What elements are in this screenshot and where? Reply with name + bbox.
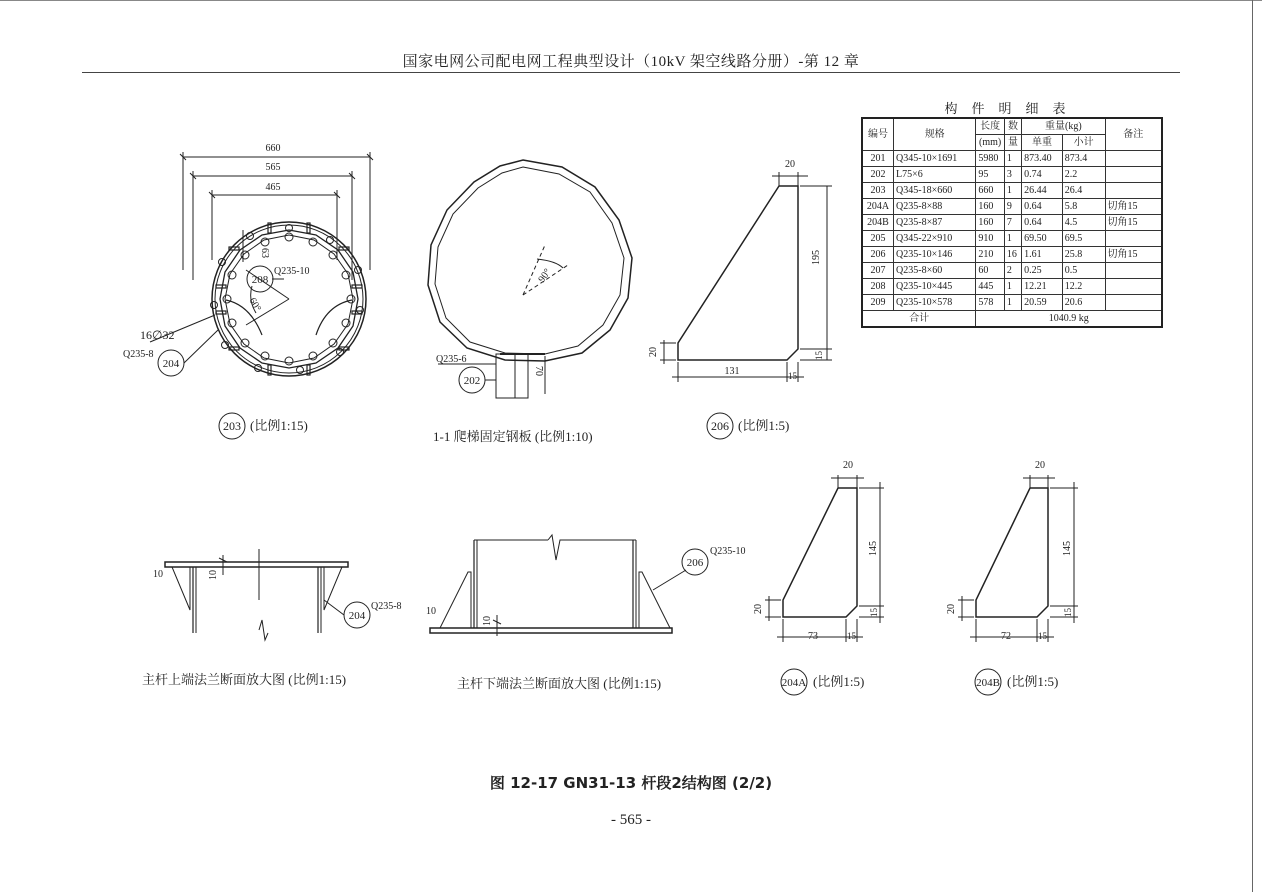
table-cell: Q235-10×578	[894, 295, 976, 311]
table-cell: 切角15	[1105, 215, 1162, 231]
table-cell	[1105, 263, 1162, 279]
page-header: 国家电网公司配电网工程典型设计（10kV 架空线路分册）-第 12 章	[402, 54, 860, 70]
table-cell: 210	[976, 247, 1004, 263]
table-cell: 208	[862, 279, 894, 295]
table-row	[862, 183, 1162, 199]
dim-660: 660	[265, 143, 281, 154]
dim-bottom-flange-10b: 10	[482, 616, 493, 626]
table-cell: 20.6	[1062, 295, 1105, 311]
caption-part-206: 206	[711, 419, 729, 433]
caption-part-204A: 204A	[781, 677, 807, 689]
table-cell: 95	[976, 167, 1004, 183]
table-row	[862, 199, 1162, 215]
figure-caption: 图 12-17 GN31-13 杆段2结构图 (2/2)	[489, 774, 773, 792]
dim-204A-top: 20	[843, 460, 853, 471]
table-total-row	[862, 311, 1162, 328]
table-cell	[1105, 295, 1162, 311]
dim-204B-height: 145	[1062, 541, 1073, 556]
table-row	[862, 279, 1162, 295]
table-cell: 9	[1004, 199, 1021, 215]
col-no: 编号	[862, 118, 894, 151]
table-cell: 5980	[976, 151, 1004, 167]
table-cell: 69.5	[1062, 231, 1105, 247]
caption-ladder-plate: 1-1 爬梯固定钢板 (比例1:10)	[433, 429, 593, 444]
dim-204B-chamfer-x: 15	[1038, 631, 1047, 641]
dim-204A-left: 20	[753, 604, 764, 614]
bottom-flange-part-label: 206	[686, 557, 704, 569]
table-row	[862, 215, 1162, 231]
col-qty2: 量	[1004, 135, 1021, 151]
part-208-label: 208	[251, 274, 269, 286]
table-cell: 1	[1004, 231, 1021, 247]
plate-206-outline	[678, 186, 798, 360]
dim-206-height: 195	[811, 250, 822, 265]
table-cell: 1	[1004, 279, 1021, 295]
col-sub-weight: 小计	[1062, 135, 1105, 151]
dim-90deg: 90°	[536, 266, 554, 285]
table-cell	[1105, 183, 1162, 199]
mat-202-label: Q235-6	[436, 354, 467, 365]
caption-top-flange: 主杆上端法兰断面放大图 (比例1:15)	[142, 672, 347, 687]
table-cell: 0.5	[1062, 263, 1105, 279]
table-row	[862, 263, 1162, 279]
table-cell: 160	[976, 199, 1004, 215]
caption-204A-scale: (比例1:5)	[813, 674, 865, 689]
table-cell: 160	[976, 215, 1004, 231]
table-cell: 12.2	[1062, 279, 1105, 295]
part-206-view	[660, 172, 832, 439]
bottom-flange-section	[430, 535, 708, 636]
dim-206-chamfer-y: 15	[814, 351, 824, 360]
dim-206-chamfer-x: 15	[788, 371, 797, 381]
part-204-label: 204	[162, 358, 180, 370]
table-cell: 204B	[862, 215, 894, 231]
table-row	[862, 231, 1162, 247]
caption-bottom-flange: 主杆下端法兰断面放大图 (比例1:15)	[457, 676, 662, 691]
table-row	[862, 247, 1162, 263]
caption-part-204B: 204B	[976, 677, 1000, 689]
total-value: 1040.9 kg	[976, 311, 1162, 328]
dim-top-flange-10a: 10	[153, 569, 163, 580]
table-row	[862, 151, 1162, 167]
table-cell: 60	[976, 263, 1004, 279]
top-flange-mat-label: Q235-8	[371, 601, 402, 612]
table-cell: Q235-8×60	[894, 263, 976, 279]
table-cell: 12.21	[1022, 279, 1063, 295]
table-cell: 0.64	[1022, 215, 1063, 231]
dim-63: 63	[259, 248, 270, 258]
table-cell: 205	[862, 231, 894, 247]
table-row	[862, 167, 1162, 183]
table-cell: 1	[1004, 295, 1021, 311]
table-cell: Q235-10×146	[894, 247, 976, 263]
dim-60deg: 60°	[246, 296, 263, 314]
table-cell: 202	[862, 167, 894, 183]
dim-top-flange-10b: 10	[208, 570, 219, 580]
table-cell: 1.61	[1022, 247, 1063, 263]
table-cell: Q235-8×88	[894, 199, 976, 215]
caption-204B-scale: (比例1:5)	[1007, 674, 1059, 689]
table-header-row	[862, 118, 1162, 135]
table-cell	[1105, 167, 1162, 183]
table-cell: 26.4	[1062, 183, 1105, 199]
dim-70: 70	[533, 366, 544, 376]
col-unit-weight: 单重	[1022, 135, 1063, 151]
table-cell: 873.4	[1062, 151, 1105, 167]
plate-204B-outline	[976, 488, 1048, 617]
table-cell: 660	[976, 183, 1004, 199]
table-cell	[1105, 231, 1162, 247]
dim-206-top-width: 20	[785, 159, 795, 170]
table-cell: 20.59	[1022, 295, 1063, 311]
mat-204-label: Q235-8	[123, 349, 154, 360]
dim-204A-base: 73	[808, 631, 818, 642]
table-cell: 0.64	[1022, 199, 1063, 215]
part-204A-view	[765, 475, 884, 695]
dim-465: 465	[265, 182, 281, 193]
table-cell: 209	[862, 295, 894, 311]
table-cell: 201	[862, 151, 894, 167]
total-label: 合计	[862, 311, 976, 328]
dim-204A-chamfer-x: 15	[847, 631, 856, 641]
table-cell: 切角15	[1105, 247, 1162, 263]
top-flange-part-label: 204	[348, 610, 366, 622]
col-weight: 重量(kg)	[1022, 118, 1105, 135]
table-cell: 3	[1004, 167, 1021, 183]
table-row	[862, 295, 1162, 311]
table-cell: 5.8	[1062, 199, 1105, 215]
col-spec: 规格	[894, 118, 976, 151]
table-cell: Q345-10×1691	[894, 151, 976, 167]
col-length-unit: (mm)	[976, 135, 1004, 151]
table-cell: 910	[976, 231, 1004, 247]
table-cell: 切角15	[1105, 199, 1162, 215]
top-flange-section	[165, 549, 370, 640]
table-cell: Q345-22×910	[894, 231, 976, 247]
flange-203-plan	[150, 152, 373, 439]
mat-208-label: Q235-10	[274, 266, 310, 277]
table-cell: 0.74	[1022, 167, 1063, 183]
table-cell: 206	[862, 247, 894, 263]
table-cell: 1	[1004, 151, 1021, 167]
table-cell: 7	[1004, 215, 1021, 231]
dim-565: 565	[265, 162, 281, 173]
table-cell	[1105, 279, 1162, 295]
table-cell: 2.2	[1062, 167, 1105, 183]
part-202-label: 202	[463, 375, 481, 387]
table-cell: 26.44	[1022, 183, 1063, 199]
table-cell: 207	[862, 263, 894, 279]
page-number: - 565 -	[611, 812, 651, 828]
dim-bottom-flange-10a: 10	[426, 606, 436, 617]
table-cell: 16	[1004, 247, 1021, 263]
table-cell: Q345-18×660	[894, 183, 976, 199]
caption-203-scale: (比例1:15)	[250, 418, 308, 433]
dim-204B-top: 20	[1035, 460, 1045, 471]
table-cell: 445	[976, 279, 1004, 295]
table-cell: 4.5	[1062, 215, 1105, 231]
col-qty: 数	[1004, 118, 1021, 135]
parts-table-title: 构件明细表	[944, 101, 1080, 116]
plate-204A-outline	[783, 488, 857, 617]
dim-204A-height: 145	[868, 541, 879, 556]
dim-204B-left: 20	[946, 604, 957, 614]
dim-204B-base: 72	[1001, 631, 1011, 642]
table-cell: Q235-8×87	[894, 215, 976, 231]
table-cell: 69.50	[1022, 231, 1063, 247]
caption-part-203: 203	[223, 419, 241, 433]
table-cell: 204A	[862, 199, 894, 215]
dim-206-left: 20	[648, 347, 659, 357]
table-cell: 25.8	[1062, 247, 1105, 263]
bottom-flange-mat-label: Q235-10	[710, 546, 746, 557]
col-length: 长度	[976, 118, 1004, 135]
table-cell: Q235-10×445	[894, 279, 976, 295]
dim-16-holes: 16∅32	[140, 328, 175, 342]
parts-table-body	[862, 151, 1162, 311]
dim-204B-chamfer-y: 15	[1063, 608, 1073, 617]
table-cell	[1105, 151, 1162, 167]
col-note: 备注	[1105, 118, 1162, 151]
table-cell: 873.40	[1022, 151, 1063, 167]
dim-204A-chamfer-y: 15	[869, 608, 879, 617]
table-cell: 0.25	[1022, 263, 1063, 279]
table-cell: 203	[862, 183, 894, 199]
table-cell: 1	[1004, 183, 1021, 199]
table-cell: 2	[1004, 263, 1021, 279]
part-204B-view	[958, 475, 1078, 695]
table-cell: L75×6	[894, 167, 976, 183]
dim-206-base: 131	[724, 366, 740, 377]
table-cell: 578	[976, 295, 1004, 311]
caption-206-scale: (比例1:5)	[738, 418, 790, 433]
parts-table	[861, 117, 1163, 328]
